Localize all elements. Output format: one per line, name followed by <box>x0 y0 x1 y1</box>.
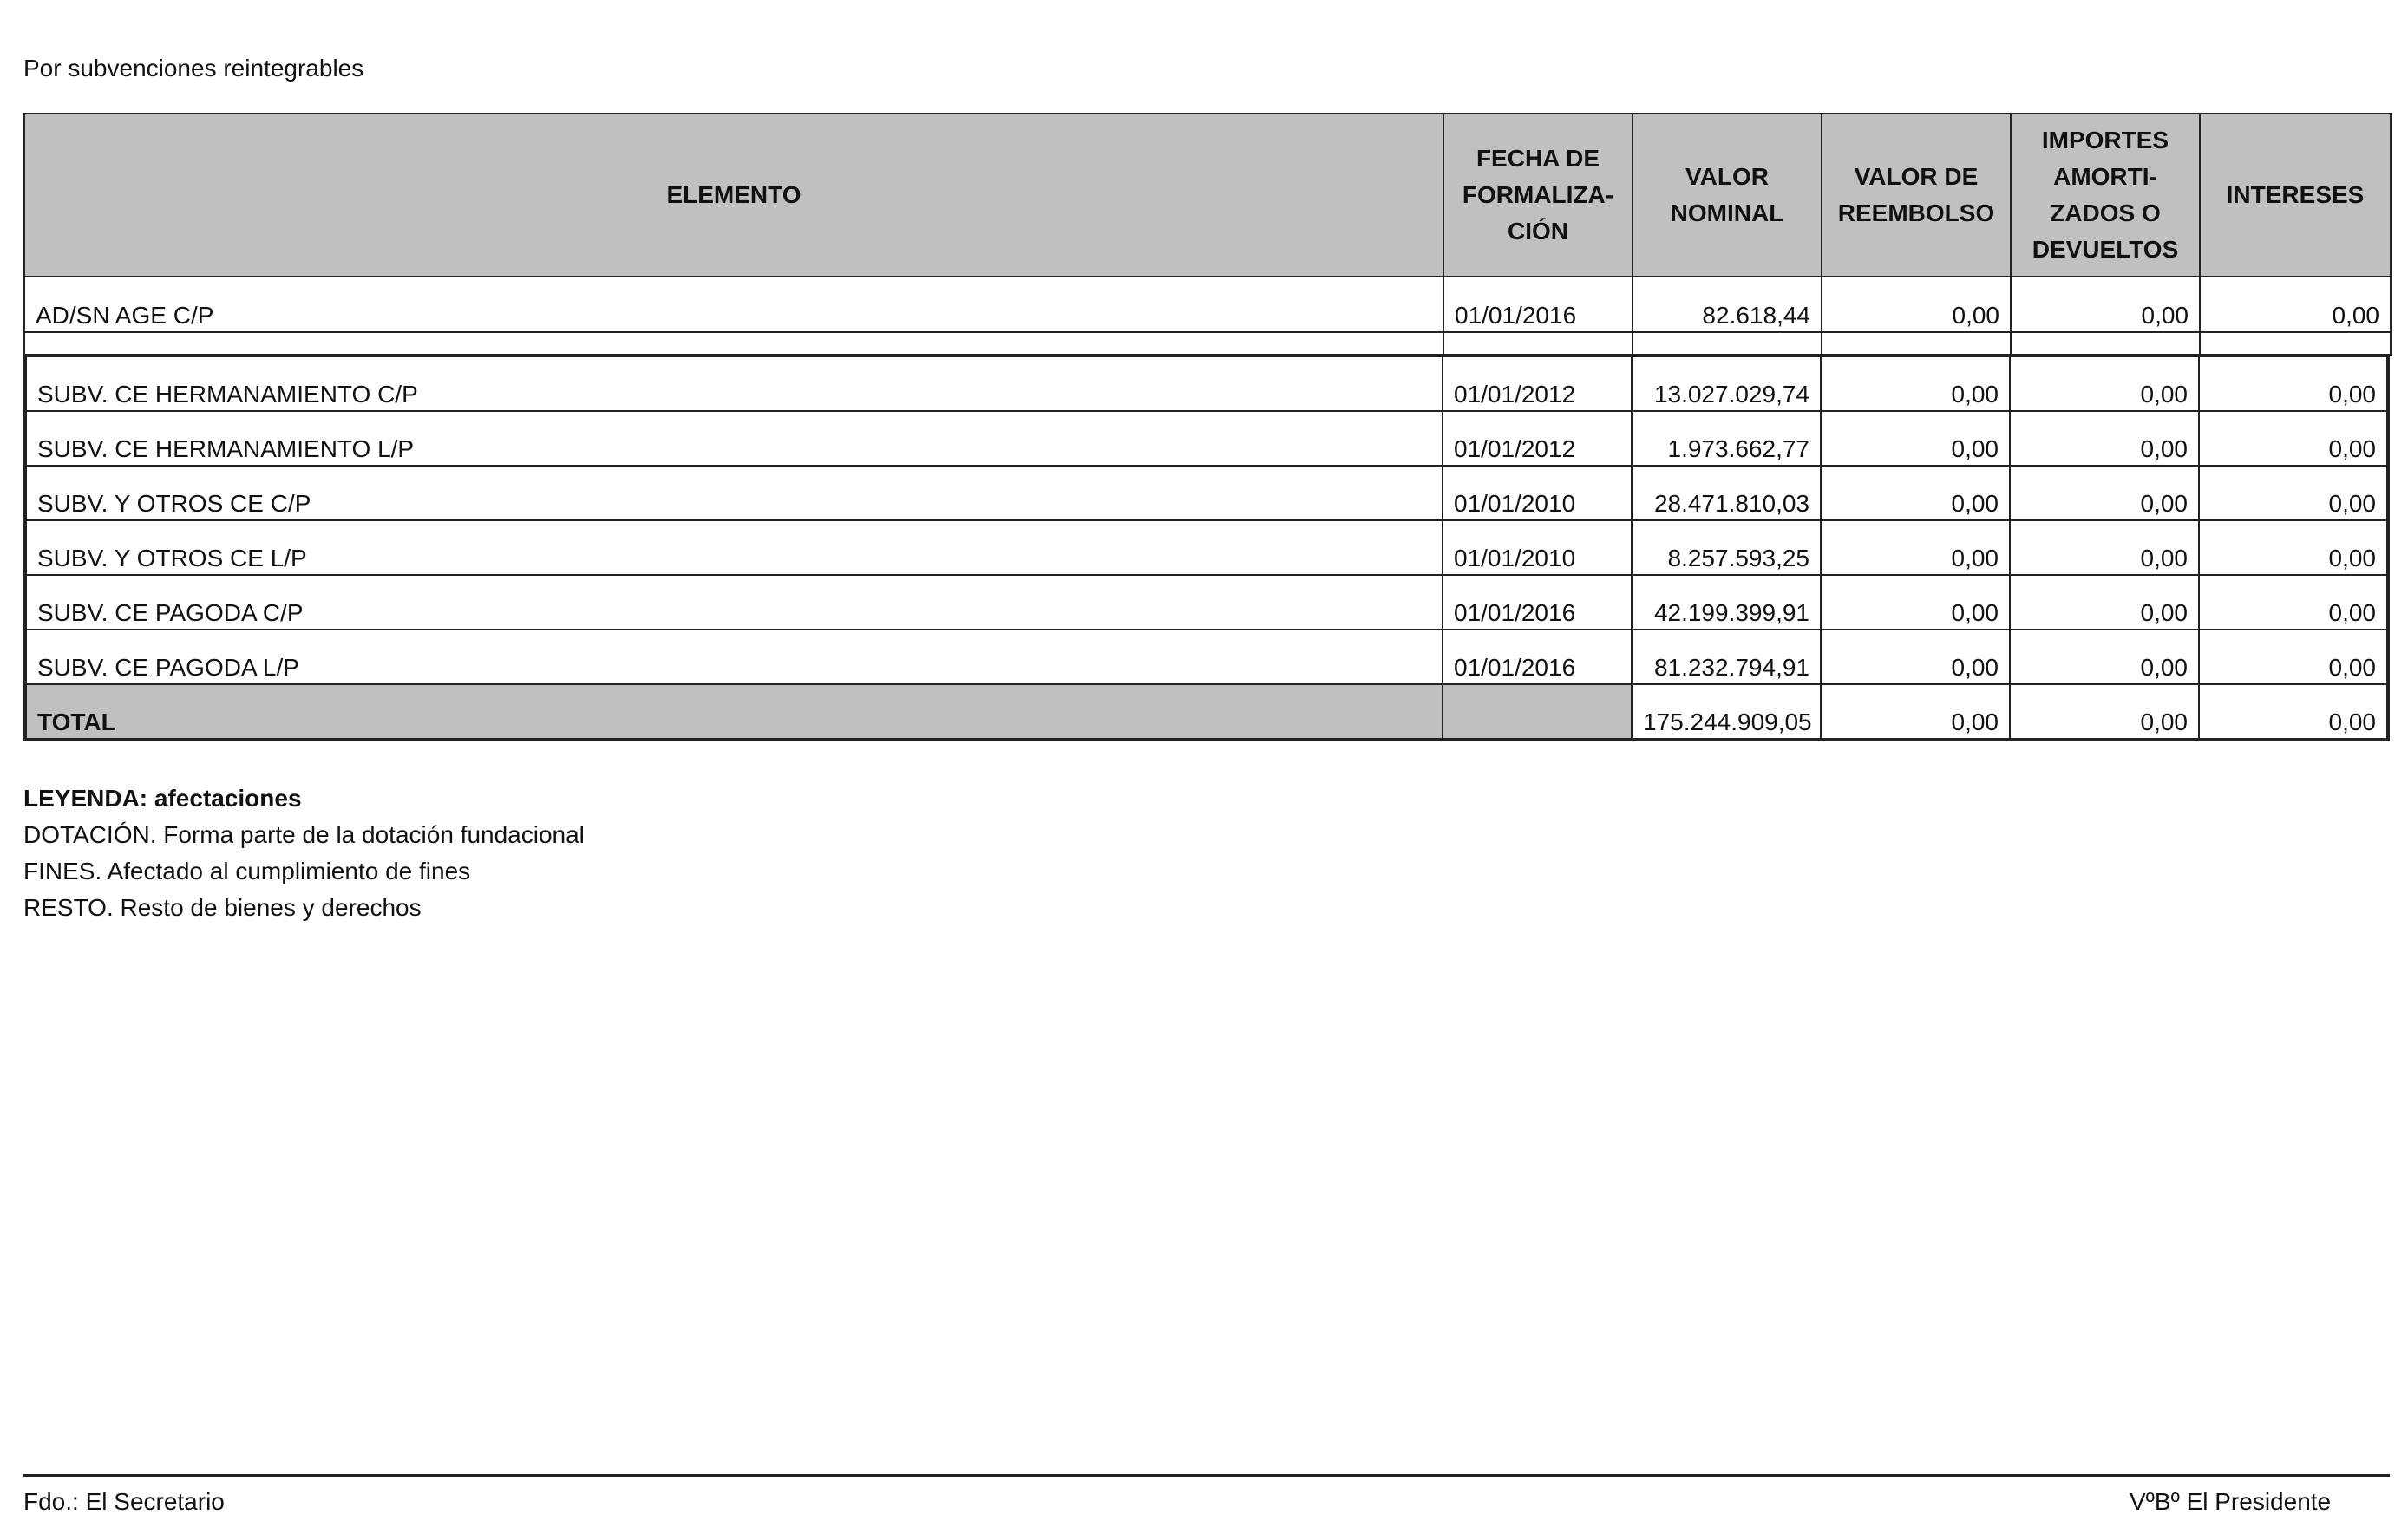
table-row <box>25 356 2388 411</box>
spacer-cell <box>2011 332 2200 355</box>
cell-elemento: SUBV. CE HERMANAMIENTO C/P <box>25 356 1443 411</box>
cell-valor-nominal: 8.257.593,25 <box>1632 520 1821 575</box>
cell-valor-reembolso: 0,00 <box>1821 411 2010 466</box>
header-table <box>23 113 2392 356</box>
header-importes-line: AMORTI- <box>2053 163 2157 190</box>
table-row <box>25 575 2388 630</box>
total-row <box>25 684 2388 740</box>
header-fecha-line: FORMALIZA- <box>1462 181 1614 208</box>
cell-valor-reembolso: 0,00 <box>1821 466 2010 520</box>
cell-valor-nominal: 81.232.794,91 <box>1632 630 1821 684</box>
total-label: TOTAL <box>25 684 1443 740</box>
header-valor-nominal <box>1633 114 1822 277</box>
cell-importes: 0,00 <box>2010 411 2199 466</box>
cell-elemento: SUBV. Y OTROS CE L/P <box>25 520 1443 575</box>
header-fecha-line: CIÓN <box>1508 218 1568 245</box>
cell-elemento: SUBV. CE PAGODA C/P <box>25 575 1443 630</box>
footer-divider <box>23 1474 2390 1477</box>
table-row <box>24 277 2391 332</box>
cell-intereses: 0,00 <box>2199 411 2388 466</box>
cell-intereses: 0,00 <box>2199 466 2388 520</box>
cell-fecha: 01/01/2012 <box>1443 411 1632 466</box>
table-subtitle: Por subvenciones reintegrables <box>23 55 364 82</box>
signature-secretario: Fdo.: El Secretario <box>23 1488 225 1515</box>
header-valor-nominal-line: NOMINAL <box>1670 199 1784 226</box>
cell-intereses: 0,00 <box>2199 630 2388 684</box>
cell-elemento: AD/SN AGE C/P <box>24 277 1443 332</box>
cell-fecha: 01/01/2012 <box>1443 356 1632 411</box>
cell-valor-nominal: 28.471.810,03 <box>1632 466 1821 520</box>
total-blank-cell <box>1443 684 1632 740</box>
total-valor-reembolso: 0,00 <box>1821 684 2010 740</box>
header-importes-line: IMPORTES <box>2041 127 2169 153</box>
cell-importes: 0,00 <box>2010 575 2199 630</box>
legend <box>23 780 585 926</box>
cell-fecha: 01/01/2010 <box>1443 466 1632 520</box>
legend-title: LEYENDA: afectaciones <box>23 785 302 812</box>
header-fecha-line: FECHA DE <box>1476 145 1600 172</box>
cell-valor-reembolso: 0,00 <box>1821 630 2010 684</box>
spacer-row <box>24 332 2391 355</box>
cell-valor-nominal: 82.618,44 <box>1633 277 1822 332</box>
header-row <box>24 114 2391 277</box>
cell-fecha: 01/01/2016 <box>1443 630 1632 684</box>
cell-fecha: 01/01/2010 <box>1443 520 1632 575</box>
cell-intereses: 0,00 <box>2200 277 2391 332</box>
cell-fecha: 01/01/2016 <box>1443 277 1633 332</box>
header-importes <box>2011 114 2200 277</box>
cell-elemento: SUBV. Y OTROS CE C/P <box>25 466 1443 520</box>
cell-intereses: 0,00 <box>2199 575 2388 630</box>
spacer-cell <box>2200 332 2391 355</box>
table-row <box>25 520 2388 575</box>
header-valor-reembolso-line: REEMBOLSO <box>1837 199 1995 226</box>
cell-importes: 0,00 <box>2010 630 2199 684</box>
cell-elemento: SUBV. CE HERMANAMIENTO L/P <box>25 411 1443 466</box>
legend-line: RESTO. Resto de bienes y derechos <box>23 894 422 921</box>
cell-valor-reembolso: 0,00 <box>1821 520 2010 575</box>
cell-elemento: SUBV. CE PAGODA L/P <box>25 630 1443 684</box>
legend-line: FINES. Afectado al cumplimiento de fines <box>23 858 471 884</box>
cell-fecha: 01/01/2016 <box>1443 575 1632 630</box>
cell-valor-nominal: 1.973.662,77 <box>1632 411 1821 466</box>
header-fecha <box>1443 114 1633 277</box>
legend-line: DOTACIÓN. Forma parte de la dotación fundacional <box>23 821 585 848</box>
spacer-cell <box>1822 332 2011 355</box>
header-importes-line: DEVUELTOS <box>2032 236 2179 263</box>
spacer-cell <box>1633 332 1822 355</box>
cell-importes: 0,00 <box>2010 466 2199 520</box>
spacer-cell <box>1443 332 1633 355</box>
cell-valor-nominal: 13.027.029,74 <box>1632 356 1821 411</box>
header-valor-nominal-line: VALOR <box>1685 163 1769 190</box>
header-elemento: ELEMENTO <box>24 114 1443 277</box>
cell-valor-reembolso: 0,00 <box>1821 575 2010 630</box>
spacer-cell <box>24 332 1443 355</box>
header-importes-line: ZADOS O <box>2050 199 2161 226</box>
table-row <box>25 466 2388 520</box>
header-valor-reembolso <box>1822 114 2011 277</box>
signature-presidente: VºBº El Presidente <box>2130 1488 2332 1515</box>
cell-importes: 0,00 <box>2010 520 2199 575</box>
cell-valor-nominal: 42.199.399,91 <box>1632 575 1821 630</box>
header-intereses: INTERESES <box>2200 114 2391 277</box>
header-valor-reembolso-line: VALOR DE <box>1854 163 1979 190</box>
total-importes: 0,00 <box>2010 684 2199 740</box>
cell-intereses: 0,00 <box>2199 520 2388 575</box>
cell-valor-reembolso: 0,00 <box>1822 277 2011 332</box>
cell-valor-reembolso: 0,00 <box>1821 356 2010 411</box>
total-valor-nominal: 175.244.909,05 <box>1632 684 1821 740</box>
detail-table <box>23 354 2390 741</box>
cell-importes: 0,00 <box>2011 277 2200 332</box>
cell-intereses: 0,00 <box>2199 356 2388 411</box>
cell-importes: 0,00 <box>2010 356 2199 411</box>
table-row <box>25 630 2388 684</box>
total-intereses: 0,00 <box>2199 684 2388 740</box>
table-row <box>25 411 2388 466</box>
